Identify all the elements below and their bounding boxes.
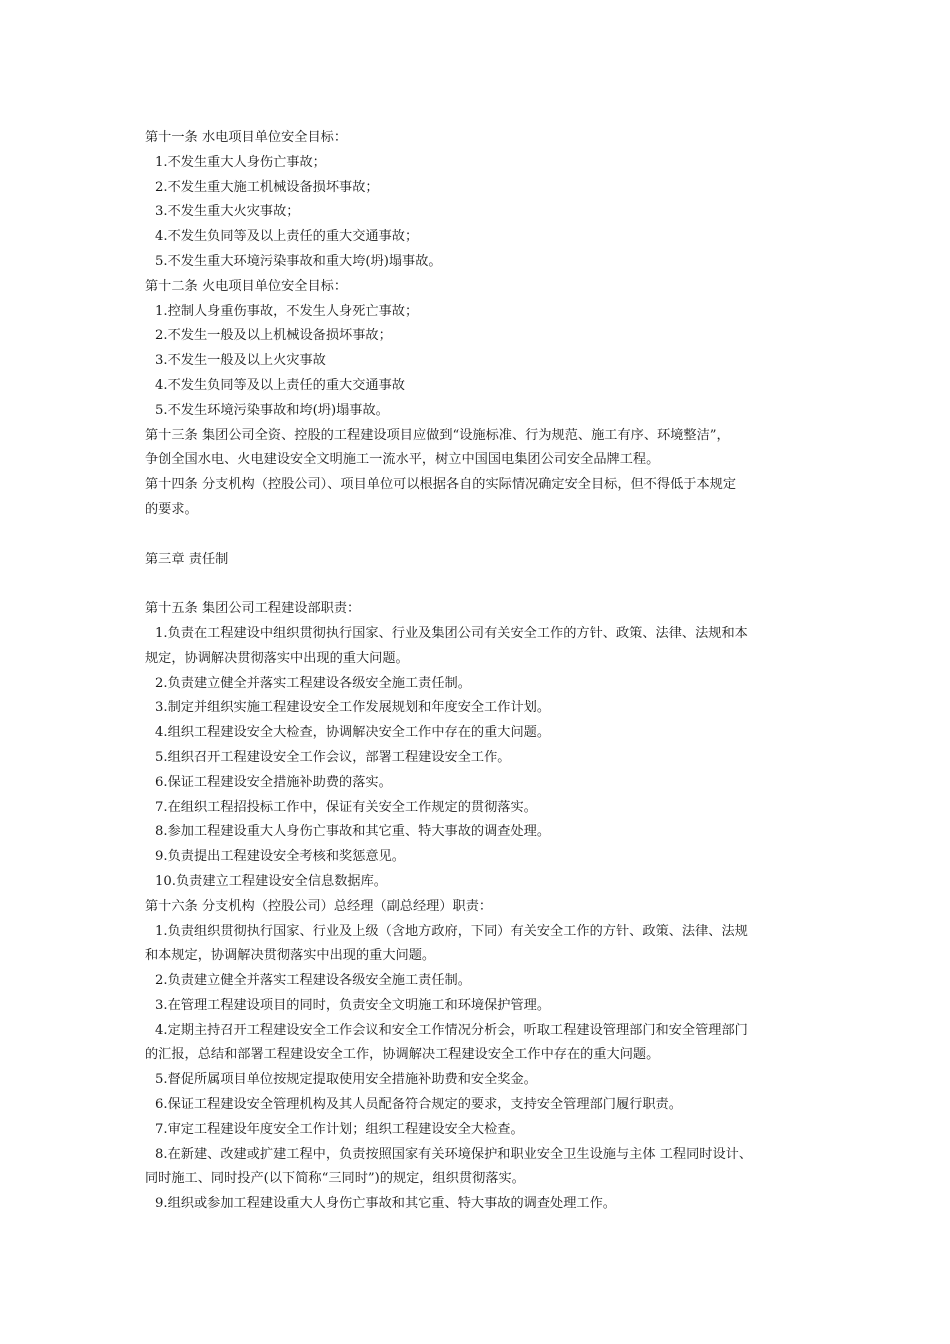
article-16-item-3: 3.在管理工程建设项目的同时，负责安全文明施工和环境保护管理。: [155, 997, 551, 1013]
article-15-item-4: 4.组织工程建设安全大检查，协调解决安全工作中存在的重大问题。: [155, 725, 551, 741]
article-16-heading: 第十六条 分支机构（控股公司）总经理（副总经理）职责：: [145, 898, 493, 914]
article-12-item-4: 4.不发生负同等及以上责任的重大交通事故: [155, 377, 405, 393]
chapter-3-title: 第三章 责任制: [145, 551, 229, 567]
article-16-item-8-line-1: 8.在新建、改建或扩建工程中，负责按照国家有关环境保护和职业安全卫生设施与主体 工程同时设计、: [155, 1146, 753, 1162]
article-16-item-7: 7.审定工程建设年度安全工作计划；组织工程建设安全大检查。: [155, 1121, 524, 1137]
article-16-item-9: 9.组织或参加工程建设重大人身伤亡事故和其它重、特大事故的调查处理工作。: [155, 1196, 616, 1212]
article-16-item-2: 2.负责建立健全并落实工程建设各级安全施工责任制。: [155, 973, 471, 989]
article-15-item-10: 10.负责建立工程建设安全信息数据库。: [155, 873, 387, 889]
article-12-item-3: 3.不发生一般及以上火灾事故: [155, 353, 326, 369]
spacer: [145, 523, 810, 548]
article-15-heading: 第十五条 集团公司工程建设部职责：: [145, 601, 361, 617]
document-page: [145, 126, 810, 1217]
article-15-item-1-line-2: 规定，协调解决贯彻落实中出现的重大问题。: [145, 650, 409, 666]
article-11-item-5: 5.不发生重大环境污染事故和重大垮(坍)塌事故。: [155, 253, 442, 269]
article-11-item-3: 3.不发生重大火灾事故；: [155, 204, 300, 220]
article-15-item-2: 2.负责建立健全并落实工程建设各级安全施工责任制。: [155, 675, 471, 691]
article-16-item-6: 6.保证工程建设安全管理机构及其人员配备符合规定的要求，支持安全管理部门履行职责。: [155, 1097, 682, 1113]
article-16-item-1-line-1: 1.负责组织贯彻执行国家、行业及上级（含地方政府，下同）有关安全工作的方针、政策、法律、法规: [155, 923, 748, 939]
article-16-item-8-line-2: 同时施工、同时投产(以下简称“三同时”)的规定，组织贯彻落实。: [145, 1171, 525, 1187]
article-16-item-1-line-2: 和本规定，协调解决贯彻落实中出现的重大问题。: [145, 948, 436, 964]
article-15-item-7: 7.在组织工程招投标工作中，保证有关安全工作规定的贯彻落实。: [155, 799, 537, 815]
article-11-item-2: 2.不发生重大施工机械设备损坏事故；: [155, 179, 379, 195]
article-16-item-5: 5.督促所属项目单位按规定提取使用安全措施补助费和安全奖金。: [155, 1072, 537, 1088]
article-15-item-6: 6.保证工程建设安全措施补助费的落实。: [155, 774, 392, 790]
article-16-item-4-line-1: 4.定期主持召开工程建设安全工作会议和安全工作情况分析会，听取工程建设管理部门和安全管理部门: [155, 1022, 748, 1038]
article-13-line-1: 第十三条 集团公司全资、控股的工程建设项目应做到“设施标准、行为规范、施工有序、环境整洁”，: [145, 427, 730, 443]
article-11-heading: 第十一条 水电项目单位安全目标：: [145, 130, 348, 145]
article-14-line-2: 的要求。: [145, 501, 198, 517]
article-11-item-4: 4.不发生负同等及以上责任的重大交通事故；: [155, 229, 419, 245]
spacer: [145, 572, 810, 597]
article-15-item-1-line-1: 1.负责在工程建设中组织贯彻执行国家、行业及集团公司有关安全工作的方针、政策、法律、法规和本: [155, 625, 748, 641]
article-15-item-9: 9.负责提出工程建设安全考核和奖惩意见。: [155, 849, 405, 865]
article-11-item-1: 1.不发生重大人身伤亡事故；: [155, 154, 326, 170]
article-15-item-8: 8.参加工程建设重大人身伤亡事故和其它重、特大事故的调查处理。: [155, 824, 551, 840]
article-15-item-5: 5.组织召开工程建设安全工作会议，部署工程建设安全工作。: [155, 749, 511, 765]
article-13-line-2: 争创全国水电、火电建设安全文明施工一流水平，树立中国国电集团公司安全品牌工程。: [145, 452, 660, 468]
article-16-item-4-line-2: 的汇报，总结和部署工程建设安全工作，协调解决工程建设安全工作中存在的重大问题。: [145, 1047, 660, 1063]
article-12-item-1: 1.控制人身重伤事故，不发生人身死亡事故；: [155, 303, 419, 319]
article-12-item-2: 2.不发生一般及以上机械设备损坏事故；: [155, 328, 392, 344]
article-15-item-3: 3.制定并组织实施工程建设安全工作发展规划和年度安全工作计划。: [155, 700, 551, 716]
article-12-item-5: 5.不发生环境污染事故和垮(坍)塌事故。: [155, 402, 389, 418]
article-14-line-1: 第十四条 分支机构（控股公司）、项目单位可以根据各自的实际情况确定安全目标，但不得低于本规定: [145, 477, 737, 493]
article-12-heading: 第十二条 火电项目单位安全目标：: [145, 278, 348, 294]
